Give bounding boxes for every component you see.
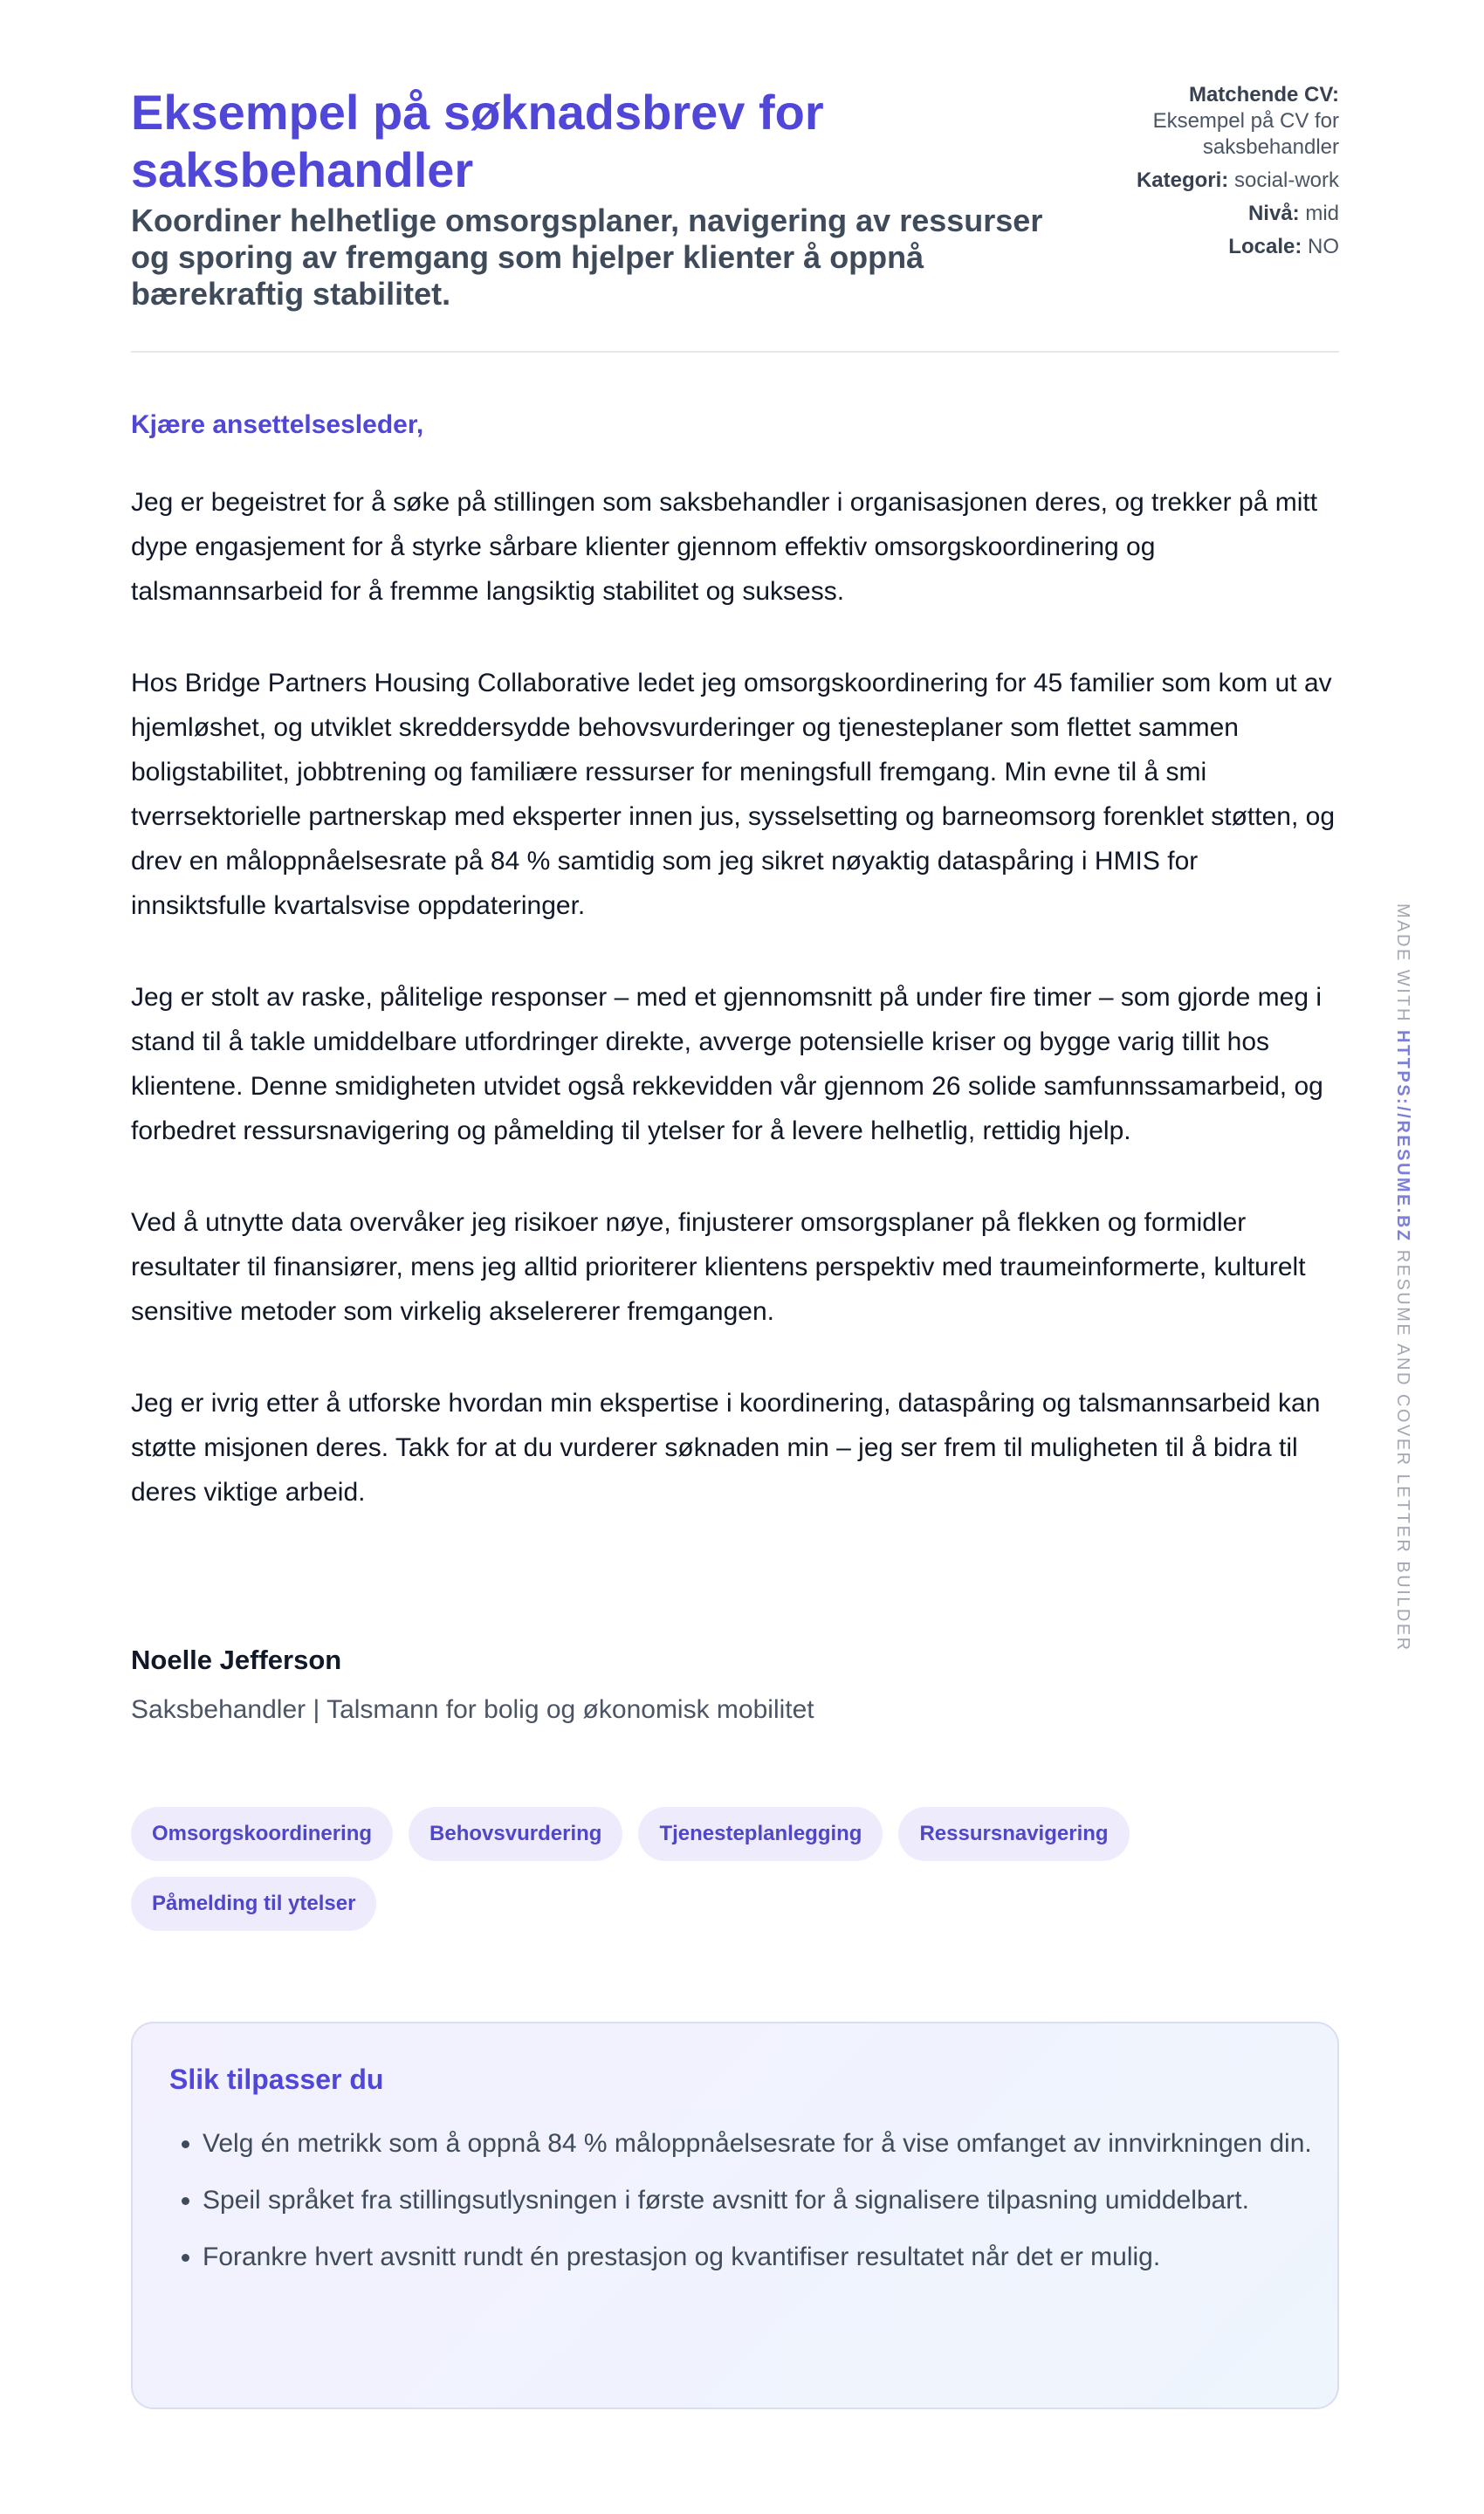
meta-level-label: Nivå: (1247, 202, 1300, 225)
skill-tag: Tjenesteplanlegging (638, 1807, 883, 1861)
meta-category-value: social-work (1233, 168, 1339, 192)
meta-cv (1077, 82, 1339, 161)
header-divider (131, 351, 1339, 353)
letter-body (131, 480, 1339, 1562)
tips-item: • Velg én metrikk som å oppnå 84 % måloppnåelsesrate for å vise omfanget av innvirkningen din. (203, 2121, 1320, 2166)
meta-locale-label: Locale: (1228, 235, 1302, 258)
letter-paragraph: Jeg er stolt av raske, pålitelige responser – med et gjennomsnitt på under fire timer – som gjorde meg i stand til å takle umiddelbare utfordringer direkte, avverge potensielle kriser og bygge varig tillit hos klientene. Denne smidigheten utvidet også rekkevidden vår gjennom 26 solide samfunnssamarbeid, og forbedret ressursnavigering og påmelding til ytelser for å levere helhetlig, rettidig hjelp. (131, 983, 1323, 1145)
meta-level (1077, 201, 1339, 227)
meta-locale (1077, 234, 1339, 260)
page-subtitle: Koordiner helhetlige omsorgsplaner, navigering av ressurser og sporing av fremgang som hjelper klienter å oppnå bærekraftig stabilitet. (131, 203, 1043, 312)
meta-cv-link[interactable]: Eksempel på CV for saksbehandler (1152, 109, 1339, 159)
letter-paragraph: Jeg er begeistret for å søke på stillingen som saksbehandler i organisasjonen deres, og trekker på mitt dype engasjement for å styrke sårbare klienter gjennom effektiv omsorgskoordinering og talsmannsarbeid for å fremme langsiktig stabilitet og suksess. (131, 488, 1318, 606)
meta-cv-label: Matchende CV: (1188, 83, 1339, 106)
tips-title: Slik tilpasser du (169, 2064, 384, 2095)
meta-locale-value: NO (1308, 235, 1339, 258)
skill-tag: Behovsvurdering (409, 1807, 622, 1861)
side-watermark (1392, 903, 1412, 1652)
signature-name: Noelle Jefferson (131, 1645, 342, 1675)
meta-panel (1077, 82, 1339, 267)
tips-box (131, 2022, 1339, 2409)
meta-category (1077, 168, 1339, 194)
watermark-prefix: MADE WITH (1393, 903, 1412, 1023)
watermark-suffix: RESUME AND COVER LETTER BUILDER (1393, 1249, 1412, 1652)
header (131, 0, 1339, 353)
tips-item: • Forankre hvert avsnitt rundt én prestasjon og kvantifiser resultatet når det er mulig. (203, 2235, 1320, 2279)
watermark-link[interactable]: HTTPS://RESUME.BZ (1393, 1030, 1412, 1243)
tips-item: • Speil språket fra stillingsutlysningen i første avsnitt for å signalisere tilpasning umiddelbart. (203, 2178, 1320, 2222)
tips-list (169, 2121, 1320, 2291)
letter-greeting: Kjære ansettelsesleder, (131, 410, 424, 439)
meta-category-label: Kategori: (1136, 168, 1229, 192)
skill-tags (131, 1807, 1339, 1931)
letter-paragraph: Hos Bridge Partners Housing Collaborative ledet jeg omsorgskoordinering for 45 familier som kom ut av hjemløshet, og utviklet skreddersydde behovsvurderinger og tjenesteplaner som flettet sammen boligstabilitet, jobbtrening og familiære ressurser for meningsfull fremgang. Min evne til å smi tverrsektorielle partnerskap med eksperter innen jus, sysselsetting og barneomsorg forenklet støtten, og drev en måloppnåelsesrate på 84 % samtidig som jeg sikret nøyaktig dataspåring i HMIS for innsiktsfulle kvartalsvise oppdateringer. (131, 669, 1336, 920)
skill-tag: Påmelding til ytelser (131, 1877, 376, 1931)
meta-level-value: mid (1305, 202, 1339, 225)
page-title: Eksempel på søknadsbrev for saksbehandler (131, 85, 824, 197)
signature-role: Saksbehandler | Talsmann for bolig og økonomisk mobilitet (131, 1695, 814, 1724)
letter-paragraph: Ved å utnytte data overvåker jeg risikoer nøye, finjusterer omsorgsplaner på flekken og formidler resultater til finansiører, mens jeg alltid prioriterer klientens perspektiv med traumeinformerte, kulturelt sensitive metoder som virkelig akselererer fremgangen. (131, 1208, 1306, 1326)
skill-tag: Omsorgskoordinering (131, 1807, 393, 1861)
skill-tag: Ressursnavigering (898, 1807, 1129, 1861)
letter-paragraph: Jeg er ivrig etter å utforske hvordan min ekspertise i koordinering, dataspåring og talsmannsarbeid kan støtte misjonen deres. Takk for at du vurderer søknaden min – jeg ser frem til muligheten til å bidra til deres viktige arbeid. (131, 1389, 1321, 1507)
page (131, 0, 1339, 2271)
